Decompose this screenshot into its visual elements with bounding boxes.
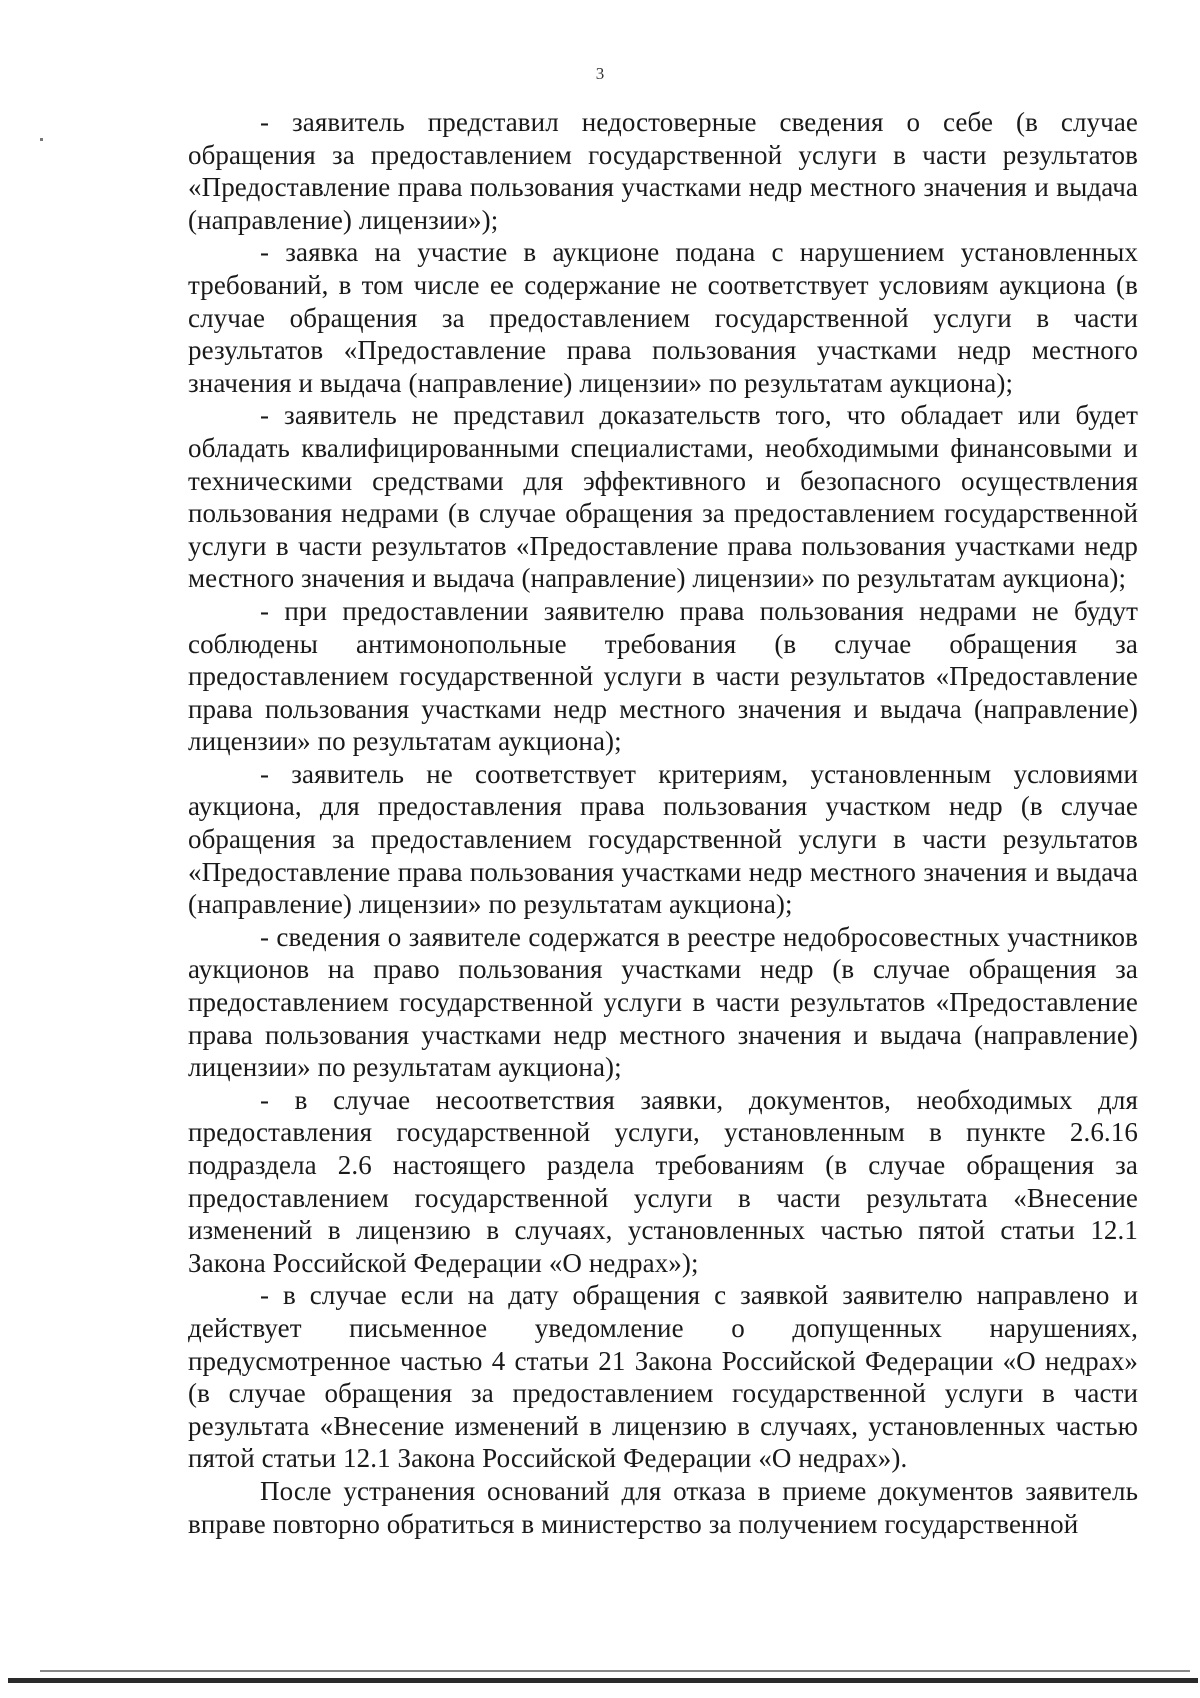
paragraph-no-qualification-evidence: - заявитель не представил доказательств того, что обладает или будет обладать квалифицированными специалистами, необходимыми финансовыми и техническими средствами для эффективного и безопасного осуществления пользования недрами (в случае обращения за предоставлением государственной услуги в части результатов «Предоставление права пользования участками недр местного значения и выдача (направление) лицензии» по результатам аукциона); — [188, 400, 1138, 594]
page-number: 3 — [595, 64, 605, 83]
paragraph-violation-notice: - в случае если на дату обращения с заявкой заявителю направлено и действует письменное уведомление о допущенных нарушениях, предусмотренное частью 4 статьи 21 Закона Российской Федерации «О недрах» (в случае обращения за предоставлением государственной услуги в части результата «Внесение изменений в лицензию в случаях, установленных частью пятой статьи 12.1 Закона Российской Федерации «О недрах»). — [188, 1280, 1138, 1474]
paragraph-unfair-registry: - сведения о заявителе содержатся в реестре недобросовестных участников аукционов на право пользования участками недр (в случае обращения за предоставлением государственной услуги в части результатов «Предоставление права пользования участками недр местного значения и выдача (направление) лицензии» по результатам аукциона); — [188, 921, 1138, 1083]
scan-edge-faint — [40, 1670, 1190, 1672]
scan-edge — [8, 1678, 1198, 1683]
paragraph-reapply: После устранения оснований для отказа в приеме документов заявитель вправе повторно обратиться в министерство за получением государственной — [188, 1475, 1138, 1539]
document-body — [188, 106, 1138, 1540]
paragraph-document-mismatch: - в случае несоответствия заявки, документов, необходимых для предоставления государственной услуги, установленным в пункте 2.6.16 подраздела 2.6 настоящего раздела требованиям (в случае обращения за предоставлением государственной услуги в части результата «Внесение изменений в лицензию в случаях, установленных частью пятой статьи 12.1 Закона Российской Федерации «О недрах»); — [188, 1084, 1138, 1278]
scan-artifact — [40, 138, 43, 141]
paragraph-application-violation: - заявка на участие в аукционе подана с нарушением установленных требований, в том числе ее содержание не соответствует условиям аукциона (в случае обращения за предоставлением государственной услуги в части результатов «Предоставление права пользования участками недр местного значения и выдача (направление) лицензии» по результатам аукциона); — [188, 237, 1138, 398]
paragraph-false-information: - заявитель представил недостоверные сведения о себе (в случае обращения за предоставлением государственной услуги в части результатов «Предоставление права пользования участками недр местного значения и выдача (направление) лицензии»); — [188, 107, 1138, 235]
paragraph-antimonopoly: - при предоставлении заявителю права пользования недрами не будут соблюдены антимонопольные требования (в случае обращения за предоставлением государственной услуги в части результатов «Предоставление права пользования участками недр местного значения и выдача (направление) лицензии» по результатам аукциона); — [188, 595, 1138, 757]
paragraph-criteria-mismatch: - заявитель не соответствует критериям, установленным условиями аукциона, для предоставления права пользования участком недр (в случае обращения за предоставлением государственной услуги в части результатов «Предоставление права пользования участками недр местного значения и выдача (направление) лицензии» по результатам аукциона); — [188, 758, 1138, 920]
